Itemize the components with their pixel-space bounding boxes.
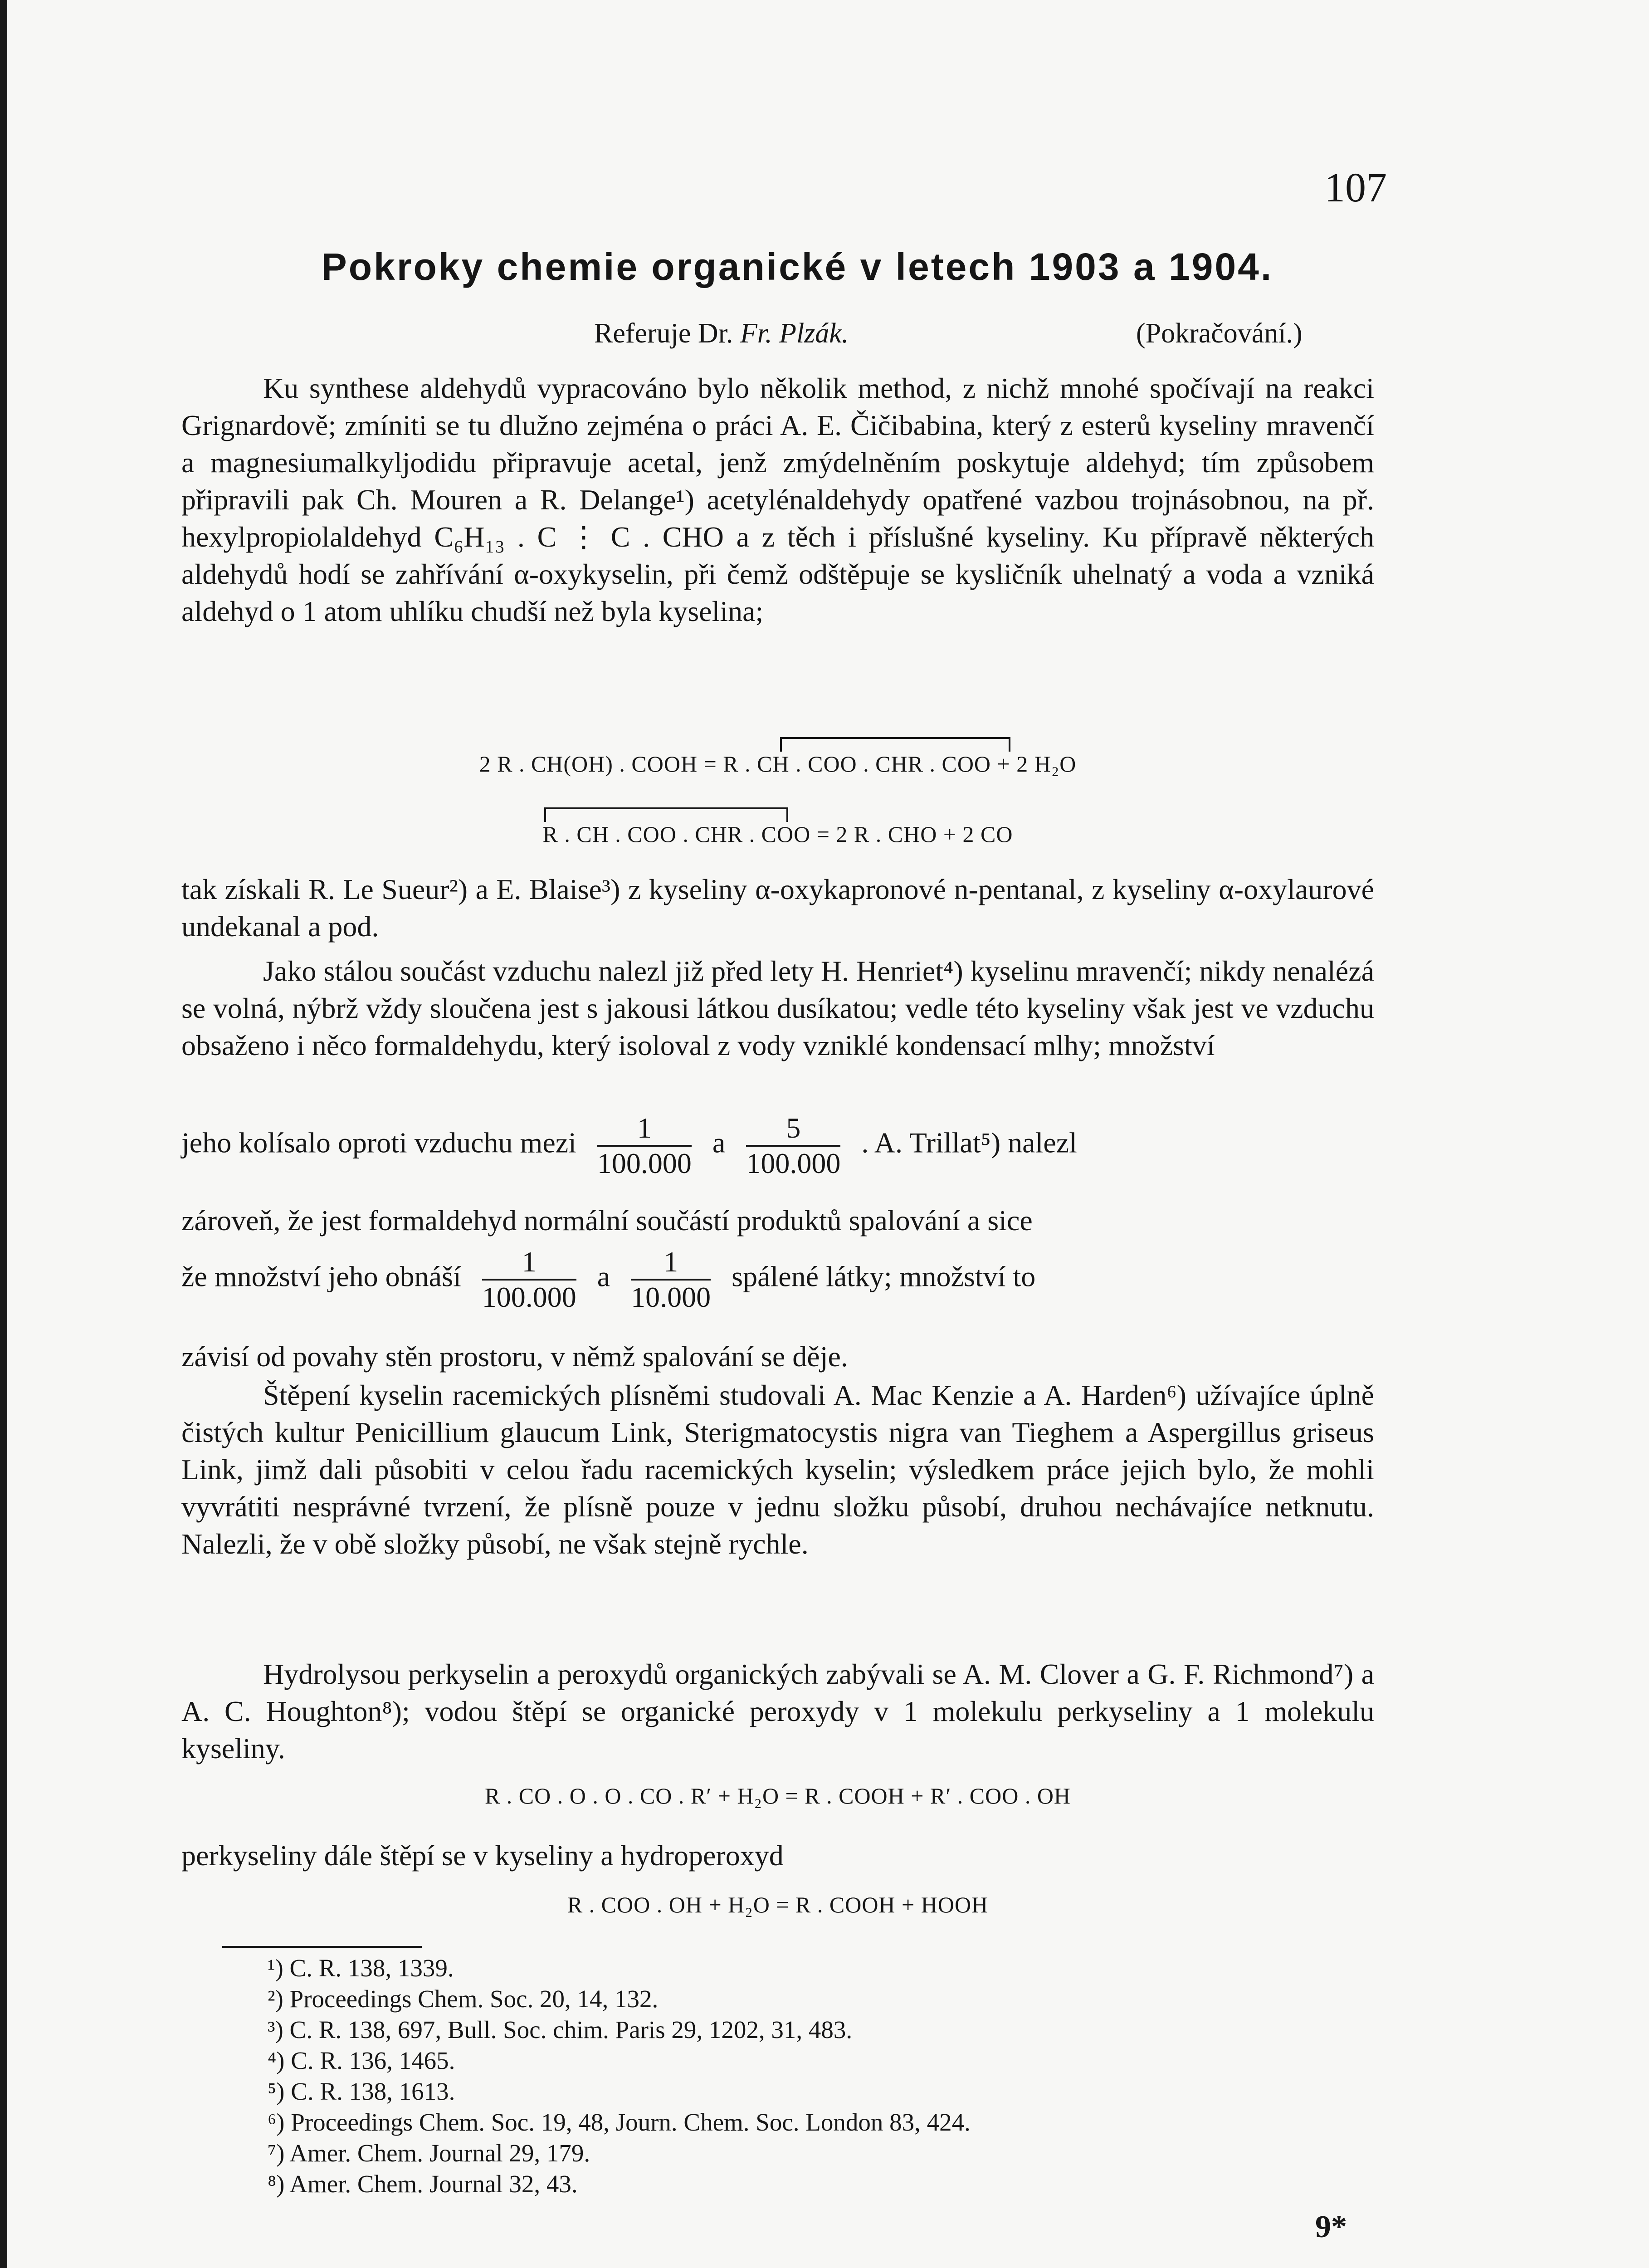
footnote-4: ⁴) C. R. 136, 1465.: [268, 2047, 455, 2074]
formula-4: R . COO . OH + H₂O = R . COOH + HOOH: [567, 1892, 989, 1917]
byline-prefix: Referuje Dr.: [594, 318, 733, 349]
scan-edge: [0, 0, 7, 2268]
formula-1: 2 R . CH(OH) . COOH = R . CH . COO . CHR . COO + 2 H₂O: [479, 751, 1077, 777]
fraction-line-2-post: spálené látky; množství to: [732, 1260, 1036, 1293]
fraction-line-1-mid: a: [712, 1126, 726, 1159]
fraction-line-1-post: . A. Trillat⁵) nalezl: [861, 1126, 1077, 1159]
page-number: 107: [1324, 164, 1387, 210]
fraction-2b-den: 10.000: [631, 1281, 711, 1313]
paragraph-perkyseliny: perkyseliny dále štěpí se v kyseliny a hydroperoxyd: [181, 1839, 784, 1872]
fraction-1a: [597, 1111, 692, 1180]
fraction-1a-num: 1: [597, 1111, 692, 1147]
fraction-2a-num: 1: [482, 1245, 576, 1281]
formula-3: R . CO . O . O . CO . R′ + H₂O = R . COOH + R′ . COO . OH: [484, 1783, 1071, 1809]
paragraph-mac-kenzie: Štěpení kyselin racemických plísněmi studovali A. Mac Kenzie a A. Harden⁶) užívajíce úplně čistých kultur Penicillium glaucum Link, Sterigmatocystis nigra van Tieghem a Aspergillus griseus Link, jimž dali působiti v celou řadu racemických kyselin; výsledkem práce jejich bylo, že mohli vyvrátiti nesprávné tvrzení, že plísně pouze v jednu složku působí, druhou nechávajíce netknutu. Nalezli, že v obě složky působí, ne však stejně rychle.: [181, 1379, 1374, 1560]
fraction-line-2-pre: že množství jeho obnáší: [181, 1260, 461, 1293]
formula-1-ring-bracket: [780, 737, 1010, 752]
continuation-note: (Pokračování.): [1136, 318, 1303, 349]
paragraph-aldehydes: Ku synthese aldehydů vypracováno bylo několik method, z nichž mnohé spočívají na reakci Grignardově; zmíniti se tu dlužno zejména o práci A. E. Čičibabina, který z esterů kyseliny mravenčí a magnesiumalkyljodidu připravuje acetal, jenž zmýdelněním poskytuje aldehyd; tím způsobem připravili pak Ch. Mouren a R. Delange¹) acetylénaldehydy opatřené vazbou trojnásobnou, na př. hexylpropiolaldehyd C₆H₁₃ . C ⋮ C . CHO a z těch i příslušné kyseliny. Ku přípravě některých aldehydů hodí se zahřívání α-oxykyselin, při čemž odštěpuje se kysličník uhelnatý a voda a vzniká aldehyd o 1 atom uhlíku chudší než byla kyselina;: [181, 372, 1374, 627]
footnote-6: ⁶) Proceedings Chem. Soc. 19, 48, Journ. Chem. Soc. London 83, 424.: [268, 2108, 971, 2136]
page-title: Pokroky chemie organické v letech 1903 a 1904.: [321, 245, 1273, 288]
paragraph-end: závisí od povahy stěn prostoru, v němž spalování se děje.: [181, 1340, 848, 1373]
footnotes: [268, 1953, 971, 2200]
footnote-1: ¹) C. R. 138, 1339.: [268, 1954, 454, 1982]
footnote-5: ⁵) C. R. 138, 1613.: [268, 2077, 455, 2105]
formula-2-ring-bracket: [544, 807, 788, 822]
footnote-3: ³) C. R. 138, 697, Bull. Soc. chim. Paris 29, 1202, 31, 483.: [268, 2016, 853, 2043]
paragraph-clover: Hydrolysou perkyselin a peroxydů organických zabývali se A. M. Clover a G. F. Richmond⁷) a A. C. Houghton⁸); vodou štěpí se organické peroxydy v 1 molekulu perkyseliny a 1 molekulu kyseliny.: [181, 1658, 1374, 1765]
fraction-line-2: [181, 1245, 1374, 1314]
fraction-1a-den: 100.000: [597, 1147, 692, 1179]
fraction-2a: [482, 1245, 576, 1314]
fraction-1b-num: 5: [746, 1111, 840, 1147]
footnote-8: ⁸) Amer. Chem. Journal 32, 43.: [268, 2170, 578, 2198]
footnote-7: ⁷) Amer. Chem. Journal 29, 179.: [268, 2139, 590, 2167]
formula-2: R . CH . COO . CHR . COO = 2 R . CHO + 2 CO: [542, 821, 1013, 847]
fraction-line-1: [181, 1111, 1374, 1180]
fraction-2b: [631, 1245, 711, 1314]
paragraph-le-sueur: tak získali R. Le Sueur²) a E. Blaise³) z kyseliny α-oxykapronové n-pentanal, z kyseliny α-oxylaurové undekanal a pod.: [181, 873, 1374, 943]
fraction-2b-num: 1: [631, 1245, 711, 1281]
fraction-2a-den: 100.000: [482, 1281, 576, 1313]
footnote-rule: [222, 1946, 422, 1948]
fraction-line-2-mid: a: [597, 1260, 610, 1293]
paragraph-trillat: zároveň, že jest formaldehyd normální součástí produktů spalování a sice: [181, 1204, 1033, 1237]
byline: [594, 318, 849, 350]
footnote-2: ²) Proceedings Chem. Soc. 20, 14, 132.: [268, 1985, 659, 2013]
signature-mark: 9*: [1315, 2209, 1347, 2244]
fraction-1b-den: 100.000: [746, 1147, 841, 1179]
author-name: Fr. Plzák.: [740, 318, 849, 349]
fraction-line-1-pre: jeho kolísalo oproti vzduchu mezi: [181, 1126, 576, 1159]
fraction-1b: [746, 1111, 840, 1180]
paragraph-henriet: Jako stálou součást vzduchu nalezl již před lety H. Henriet⁴) kyselinu mravenčí; nikdy nenalézá se volná, nýbrž vždy sloučena jest s jakousi látkou dusíkatou; vedle této kyseliny však jest ve vzduchu obsaženo i něco formaldehydu, který isoloval z vody vzniklé kondensací mlhy; množství: [181, 955, 1374, 1061]
